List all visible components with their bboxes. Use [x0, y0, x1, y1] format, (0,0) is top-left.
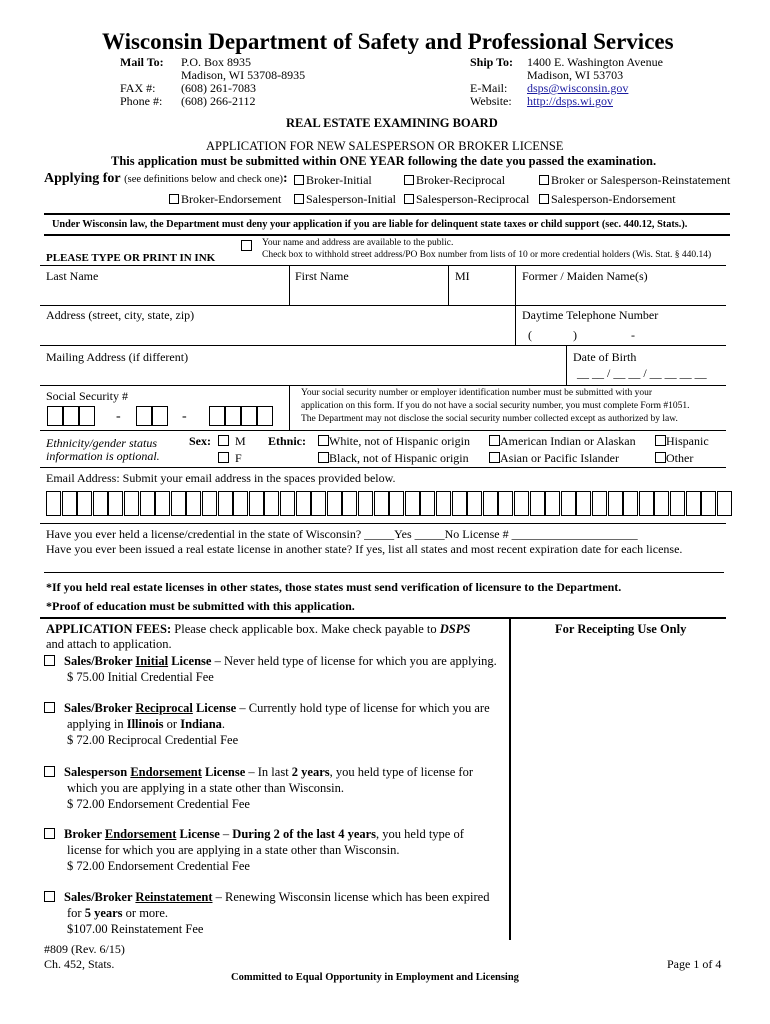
ethnicity-optional-2: information is optional.	[46, 449, 160, 463]
email-char-cell[interactable]	[77, 491, 92, 516]
email-char-cell[interactable]	[46, 491, 61, 516]
ssn-label: Social Security #	[46, 389, 128, 403]
divider	[40, 523, 726, 524]
email-label: E-Mail:	[470, 81, 508, 95]
proof-notice: *Proof of education must be submitted with this application.	[46, 599, 355, 613]
checkbox[interactable]	[44, 702, 55, 713]
divider	[40, 345, 726, 346]
option-salesperson-endorsement[interactable]: Salesperson-Endorsement	[539, 192, 676, 207]
option-broker-reciprocal[interactable]: Broker-Reciprocal	[404, 173, 505, 188]
divider	[44, 572, 724, 573]
fees-heading: APPLICATION FEES: Please check applicable box. Make check payable to DSPS	[46, 622, 471, 636]
divider	[40, 430, 726, 431]
email-char-cell[interactable]	[108, 491, 123, 516]
ssn-digit[interactable]	[63, 406, 79, 426]
page-title: Wisconsin Department of Safety and Professional Services	[102, 29, 674, 54]
applying-for-colon: :	[283, 171, 288, 186]
applying-for-row	[44, 171, 288, 187]
equal-opportunity: Committed to Equal Opportunity in Employment and Licensing	[231, 972, 519, 983]
email-char-cell[interactable]	[327, 491, 342, 516]
divider	[40, 467, 726, 468]
option-broker-initial[interactable]: Broker-Initial	[294, 173, 372, 188]
first-name-label: First Name	[295, 269, 349, 283]
ssn-notice-3: The Department may not disclose the social security number collected except as authorized by law.	[301, 414, 678, 424]
email-char-cell[interactable]	[93, 491, 108, 516]
email-char-cell[interactable]	[420, 491, 435, 516]
ssn-notice-2: application on this form. If you do not have a social security number, you must complete Form #1051.	[301, 401, 690, 411]
email-char-cell[interactable]	[202, 491, 217, 516]
divider	[44, 234, 730, 236]
ssn-dash: -	[182, 409, 187, 424]
email-char-cell[interactable]	[155, 491, 170, 516]
board-name: REAL ESTATE EXAMINING BOARD	[286, 116, 498, 130]
license-question-1: Have you ever held a license/credential in the state of Wisconsin? _____Yes _____No License # _____________________	[46, 527, 638, 541]
verify-notice: *If you held real estate licenses in other states, those states must send verification of licensure to the Department.	[46, 580, 622, 594]
email-char-cell[interactable]	[514, 491, 529, 516]
dob-pattern[interactable]: __ __ / __ __ / __ __ __ __	[577, 366, 707, 380]
divider	[40, 305, 726, 306]
checkbox[interactable]	[294, 175, 304, 185]
email-prompt: Email Address: Submit your email address in the spaces provided below.	[46, 471, 396, 485]
email-char-cell[interactable]	[670, 491, 685, 516]
website-link[interactable]: http://dsps.wi.gov	[527, 94, 614, 108]
deny-notice: Under Wisconsin law, the Department must deny your application if you are liable for delinquent state taxes or child support (sec. 440.12, Stats.).	[52, 219, 688, 230]
email-char-cell[interactable]	[545, 491, 560, 516]
ssn-digit[interactable]	[136, 406, 152, 426]
fax-label: FAX #:	[120, 81, 156, 95]
email-char-cell[interactable]	[717, 491, 732, 516]
applying-for-note: (see definitions below and check one)	[124, 174, 284, 185]
mail-to-label: Mail To:	[120, 55, 164, 69]
email-char-cell[interactable]	[654, 491, 669, 516]
checkbox[interactable]	[44, 655, 55, 666]
mi-label: MI	[455, 269, 470, 283]
checkbox[interactable]	[404, 175, 414, 185]
email-link[interactable]: dsps@wisconsin.gov	[527, 81, 629, 95]
ethnic-black-option[interactable]: Black, not of Hispanic origin	[318, 451, 469, 466]
ethnic-label: Ethnic:	[268, 434, 307, 448]
ship-to-label: Ship To:	[470, 55, 514, 69]
divider	[40, 617, 726, 619]
dob-label: Date of Birth	[573, 350, 637, 364]
divider	[40, 265, 726, 266]
email-char-cell[interactable]	[436, 491, 451, 516]
email-char-cell[interactable]	[296, 491, 311, 516]
ethnic-asian-option[interactable]: Asian or Pacific Islander	[489, 451, 619, 466]
email-char-cell[interactable]	[452, 491, 467, 516]
email-char-cell[interactable]	[592, 491, 607, 516]
checkbox[interactable]	[539, 194, 549, 204]
email-char-cell[interactable]	[249, 491, 264, 516]
mail-to-line1: P.O. Box 8935	[181, 55, 252, 69]
phone-label: Phone #:	[120, 94, 163, 108]
address-label: Address (street, city, state, zip)	[46, 308, 195, 322]
submit-notice: This application must be submitted within ONE YEAR following the date you passed the examination.	[111, 154, 657, 168]
email-char-cell[interactable]	[389, 491, 404, 516]
ssn-dash: -	[116, 409, 121, 424]
checkbox[interactable]	[539, 175, 549, 185]
ssn-digit[interactable]	[241, 406, 257, 426]
email-char-cell[interactable]	[264, 491, 279, 516]
fee-item-reinstatement[interactable]: Sales/Broker Reinstatement – Renewing Wisconsin license which has been expired for 5 years or more. $107.00 Reinstatement Fee	[44, 889, 489, 937]
email-char-cell[interactable]	[576, 491, 591, 516]
ssn-digit[interactable]	[225, 406, 241, 426]
divider	[509, 617, 511, 940]
license-question-2: Have you ever been issued a real estate license in another state? If yes, list all states and most recent expiration date for each license.	[46, 542, 683, 556]
sex-m-option[interactable]: M	[218, 434, 246, 449]
email-char-cell[interactable]	[311, 491, 326, 516]
application-title: APPLICATION FOR NEW SALESPERSON OR BROKER LICENSE	[206, 139, 564, 153]
checkbox[interactable]	[169, 194, 179, 204]
option-salesperson-initial[interactable]: Salesperson-Initial	[294, 192, 396, 207]
email-char-cell[interactable]	[358, 491, 373, 516]
day-phone-label: Daytime Telephone Number	[522, 308, 659, 322]
applying-for-label: Applying for	[44, 171, 121, 186]
fax-value: (608) 261-7083	[181, 81, 256, 95]
ssn-digit[interactable]	[152, 406, 168, 426]
ssn-digit[interactable]	[47, 406, 63, 426]
former-name-label: Former / Maiden Name(s)	[522, 269, 648, 283]
last-name-label: Last Name	[46, 269, 99, 283]
option-broker-endorsement[interactable]: Broker-Endorsement	[169, 192, 281, 207]
ethnic-other-option[interactable]: Other	[655, 451, 693, 466]
ship-to-line1: 1400 E. Washington Avenue	[527, 55, 663, 69]
email-char-cell[interactable]	[62, 491, 77, 516]
fee-item-reciprocal[interactable]: Sales/Broker Reciprocal License – Currently hold type of license for which you are applying in Illinois or Indiana. $ 72.00 Reciprocal Credential Fee	[44, 700, 490, 748]
email-char-cell[interactable]	[342, 491, 357, 516]
page-number: Page 1 of 4	[667, 957, 722, 971]
website-label: Website:	[470, 94, 512, 108]
fee-item-broker-endorsement[interactable]: Broker Endorsement License – During 2 of the last 4 years, you held type of license for which you are applying in a state other than Wisconsin. $ 72.00 Endorsement Credential Fee	[44, 826, 464, 874]
ssn-digit[interactable]	[209, 406, 225, 426]
email-char-cell[interactable]	[608, 491, 623, 516]
email-char-cell[interactable]	[171, 491, 186, 516]
phone-dash: -	[631, 328, 635, 342]
withhold-checkbox[interactable]	[241, 239, 252, 254]
ssn-digit[interactable]	[257, 406, 273, 426]
email-char-cell[interactable]	[186, 491, 201, 516]
email-char-cell[interactable]	[623, 491, 638, 516]
divider	[566, 345, 567, 385]
email-char-cell[interactable]	[530, 491, 545, 516]
ssn-digit[interactable]	[79, 406, 95, 426]
ship-to-line2: Madison, WI 53703	[527, 68, 624, 82]
email-char-cell[interactable]	[701, 491, 716, 516]
divider	[40, 385, 726, 386]
option-reinstatement[interactable]: Broker or Salesperson-Reinstatement	[539, 173, 730, 188]
email-char-cell[interactable]	[233, 491, 248, 516]
checkbox[interactable]	[294, 194, 304, 204]
email-char-cell[interactable]	[124, 491, 139, 516]
divider	[289, 265, 290, 305]
phone-close: )	[573, 328, 577, 342]
phone-value: (608) 266-2112	[181, 94, 256, 108]
public-notice: Your name and address are available to the public.	[262, 238, 454, 248]
email-char-cell[interactable]	[140, 491, 155, 516]
checkbox[interactable]	[404, 194, 414, 204]
email-char-cell[interactable]	[218, 491, 233, 516]
divider	[44, 213, 730, 215]
email-char-cell[interactable]	[483, 491, 498, 516]
withhold-notice: Check box to withhold street address/PO Box number from lists of 10 or more credential holders (Wis. Stat. § 440.14)	[262, 250, 712, 260]
ssn-notice-1: Your social security number or employer identification number must be submitted with your	[301, 388, 652, 398]
ethnic-american-indian-option[interactable]: American Indian or Alaskan	[489, 434, 636, 449]
mail-to-line2: Madison, WI 53708-8935	[181, 68, 306, 82]
email-char-cell[interactable]	[639, 491, 654, 516]
divider	[515, 265, 516, 305]
ethnic-white-option[interactable]: White, not of Hispanic origin	[318, 434, 470, 449]
checkbox[interactable]	[44, 828, 55, 839]
form-number: #809 (Rev. 6/15)	[44, 942, 125, 956]
option-salesperson-reciprocal[interactable]: Salesperson-Reciprocal	[404, 192, 529, 207]
checkbox[interactable]	[44, 766, 55, 777]
ethnic-hispanic-option[interactable]: Hispanic	[655, 434, 709, 449]
email-char-cell[interactable]	[467, 491, 482, 516]
email-char-cell[interactable]	[498, 491, 513, 516]
phone-open: (	[528, 328, 532, 342]
email-char-cell[interactable]	[561, 491, 576, 516]
sex-label: Sex:	[189, 434, 211, 448]
statute-chapter: Ch. 452, Stats.	[44, 957, 115, 971]
receipting-label: For Receipting Use Only	[555, 622, 687, 636]
ethnicity-optional-1: Ethnicity/gender status	[46, 436, 157, 450]
divider	[448, 265, 449, 305]
fee-item-initial[interactable]: Sales/Broker Initial License – Never held type of license for which you are applying. $ 75.00 Initial Credential Fee	[44, 653, 497, 685]
sex-f-option[interactable]: F	[218, 451, 242, 466]
checkbox[interactable]	[44, 891, 55, 902]
divider	[515, 305, 516, 345]
email-char-cell[interactable]	[280, 491, 295, 516]
divider	[289, 385, 290, 430]
fee-item-salesperson-endorsement[interactable]: Salesperson Endorsement License – In last 2 years, you held type of license for which you are applying in a state other than Wisconsin. $ 72.00 Endorsement Credential Fee	[44, 764, 473, 812]
email-char-cell[interactable]	[374, 491, 389, 516]
fees-instr-2: and attach to application.	[46, 637, 172, 651]
mailing-address-label: Mailing Address (if different)	[46, 350, 189, 364]
email-char-cell[interactable]	[405, 491, 420, 516]
email-char-cell[interactable]	[686, 491, 701, 516]
type-print-label: PLEASE TYPE OR PRINT IN INK	[46, 252, 216, 264]
